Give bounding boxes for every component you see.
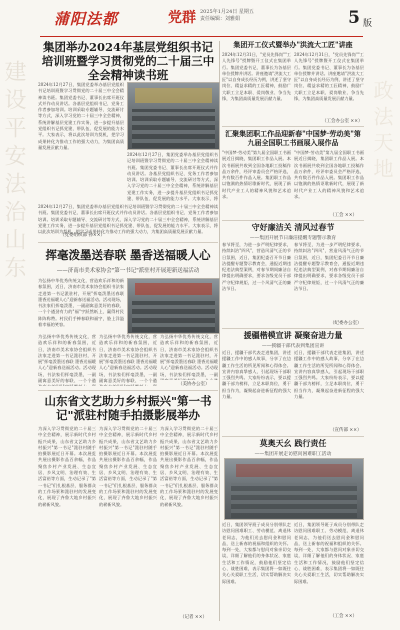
page-suffix: 版 — [362, 19, 372, 29]
article-body-couplets-cont: 为弘扬中华优秀传统文化，营造欢乐祥和的新春氛围，近日，济南市美术家协会组织书法家走进第一书记派驻村，开展"挥毫泼墨送春联 墨香送福暖人心"迎新春送福活动。活动现场，书法家们挥毫泼墨，一副副寓意美好的春联、一个个遒 — [38, 334, 96, 384]
page-number: 5 — [348, 8, 360, 28]
header-rule — [40, 36, 363, 37]
divider — [38, 390, 218, 391]
divider — [222, 436, 364, 437]
article-photo-training — [127, 82, 220, 150]
article-photo-condolence — [224, 458, 364, 520]
article-body-integrity-cont: 春节将至，为进一步严明纪律要求，持续纠治"四风"，营造风清气正的节日氛围，近日，集团纪委召开节日廉洁提醒专题警示教育会，通报近期违纪违法典型案例，对春节期间廉洁自律提出明确要求，要求各级党员干部严守纪律规矩，过一个风清气正的廉洁节日。 — [294, 242, 364, 292]
article-title-calligraphy: 汇聚集团职工作品迎新春"中国梦·劳动美"第九届全国职工书画展入展作品 — [225, 129, 361, 147]
divider — [222, 220, 364, 221]
section-title: 党群 — [168, 10, 196, 26]
article-body-photo-exhibition: 为深入学习贯彻党的二十届三中全会精神，展示新时代乡村振兴成果，山东省文艺助力乡村振兴"第一书记"派驻村随手拍摄影展近日开幕。本次展览共展出摄影作品百余幅，作品聚焦乡村产业发展、生态宜居、乡风文明、治理有效、生活富裕等方面，生动记录了"第一书记"们扎根基层、服务群众的工作场景和派驻村的发展变化，展现了齐鲁大地乡村振兴的崭新风貌。 — [38, 426, 96, 507]
byline-condolence: （工会 ××） — [330, 614, 357, 619]
article-body-integrity: 春节将至，为进一步严明纪律要求，持续纠治"四风"，营造风清气正的节日氛围，近日，集团纪委召开节日廉洁提醒专题警示教育会，通报近期违纪违法典型案例，对春节期间廉洁自律提出明确要求，要求各级党员干部严守纪律规矩，过一个风清气正的廉洁节日。 — [222, 242, 291, 292]
article-subtitle-condolence: ——集团开展走访慰问困难职工活动 — [254, 452, 332, 457]
article-title-couplets: 挥毫泼墨送春联 墨香送福暖人心 — [45, 248, 211, 262]
editor-credit: 责任编辑：刘雅娟 — [200, 16, 241, 22]
byline-xinjiang: （宣传部 ××） — [330, 428, 362, 433]
article-body-calligraphy-cont: "中国梦·劳动美"第九届全国职工书画展近日揭晓，集团职工作品入展。本次书画展共收到全国各地职工投稿作品万余件，经评审委员会严格评选，共有数百件作品入展。集团职工作品以饱满的热情讴歌新时代，展现了新时代产业工人的精神风貌和艺术追求。 — [294, 150, 364, 200]
article-subtitle-xinjiang: ——援疆干部代表到集团宣讲 — [261, 344, 325, 349]
article-body-training-cont: 2024年12月27日，集团党委举办基层党组织书记培训班暨学习贯彻党的二十届三中全会精神读书班。集团党委书记、董事长出席开班仪式并作动员讲话。各基层党组织书记、党务工作者参加培训。培训采取专题辅导、交流研讨等方式，深入学习党的二十届三中全会精神，系统讲解基层党建工作实务，进一步提升基层党组织书记抓党建、带队伍、促发展的能力水平。大家表示，将 — [127, 152, 218, 202]
header-info — [200, 9, 280, 23]
article-body-photo-exhibition-cont2: 为深入学习贯彻党的二十届三中全会精神，展示新时代乡村振兴成果，山东省文艺助力乡村振兴"第一书记"派驻村随手拍摄影展近日开幕。本次展览共展出摄影作品百余幅，作品聚焦乡村产业发展、生态宜居、乡风文明、治理有效、生活富裕等方面，生动记录了"第一书记"们扎根基层、服务群众的工作场景和派驻村的发展变化，展现了齐鲁大地乡村振兴的崭新风貌。 — [160, 426, 218, 507]
article-subtitle-couplets: ——济南市美术家协会"第一书记"派驻村开展迎新送福活动 — [56, 268, 200, 274]
article-body-xinjiang: 近日，援疆干部代表走进集团，讲述援疆工作中的感人故事，分享了在边疆工作生活的所见所闻和心得体会。宣讲内容真挚感人，引起现场干部职工强烈共鸣。大家纷纷表示，要以援疆干部为榜样，立足本职岗位，勇于担当作为，凝聚起奋进新征程的强大力量。 — [222, 350, 291, 400]
article-body-craftsman-cont: 2024年12月31日，"党员先锋岗""工人先锋号"授牌暨开工仪式在集团举行。集团党委书记、董事长为各基层单位授牌并讲话。讲座邀请"洪流大工匠"以自身成长经历为例，讲述了坚守岗位、精益求精的工匠精神，鼓励广大职工立足本职、爱岗敬业、争当先锋，为集团高质量发展贡献力量。 — [294, 52, 364, 102]
byline-couplets: （美协办公室） — [178, 382, 210, 387]
article-body-condolence: 近日，集团领导班子成员分别带队走访慰问困难职工、劳动模范、离退休老同志，为他们送去慰问金和慰问品，送上新春的祝福和组织的关怀。每到一处，大家都与慰问对象亲切交谈，详细了解他们的身体状况、家庭生活和工作情况，鼓励他们坚定信心、战胜困难，表示集团将一如既往关心关爱职工生活，切实帮助解决实际困难。 — [222, 522, 291, 584]
article-body-xinjiang-cont: 近日，援疆干部代表走进集团，讲述援疆工作中的感人故事，分享了在边疆工作生活的所见所闻和心得体会。宣讲内容真挚感人，引起现场干部职工强烈共鸣。大家纷纷表示，要以援疆干部为榜样，立足本职岗位，勇于担当作为，凝聚起奋进新征程的强大力量。 — [294, 350, 364, 400]
byline-training: （党委组织部 孙××） — [60, 233, 105, 238]
byline-calligraphy: （工会 ××） — [330, 213, 357, 218]
article-title-integrity: 守好廉洁关 清风过春节 — [251, 222, 335, 232]
article-title-training: 集团举办2024年基层党组织书记培训班暨学习贯彻党的二十届三中全会精神读书班 — [41, 40, 215, 82]
byline-photo-exhibition: （记者 ××） — [180, 615, 207, 620]
article-title-craftsman: 集团开工仪式暨举办"洪流大工匠"讲座 — [233, 40, 353, 49]
divider — [222, 126, 364, 127]
article-body-calligraphy: "中国梦·劳动美"第九届全国职工书画展近日揭晓，集团职工作品入展。本次书画展共收到全国各地职工投稿作品万余件，经评审委员会严格评选，共有数百件作品入展。集团职工作品以饱满的热情讴歌新时代，展现了新时代产业工人的精神风貌和艺术追求。 — [222, 150, 291, 200]
article-body-couplets-cont2: 为弘扬中华优秀传统文化，营造欢乐祥和的新春氛围，近日，济南市美术家协会组织书法家走进第一书记派驻村，开展"挥毫泼墨送春联 墨香送福暖人心"迎新春送福活动。活动现场，书法家们挥毫泼墨，一副副寓意美好的春联、一个个遒 — [99, 334, 157, 384]
background-watermark-text-left: 建设平安法治山东 — [1, 60, 26, 284]
article-body-couplets: 为弘扬中华优秀传统文化，营造欢乐祥和的新春氛围，近日，济南市美术家协会组织书法家走进第一书记派驻村，开展"挥毫泼墨送春联 墨香送福暖人心"迎新春送福活动。活动现场，书法家们挥毫泼墨，一副副寓意美好的春联、一个个遒劲有力的"福"字跃然纸上，赢得村民阵阵称赞。村民们手捧春联和福字，脸上洋溢着幸福的笑容。 — [38, 278, 124, 328]
byline-craftsman: （工会办公室 ××） — [322, 119, 363, 124]
byline-integrity: （纪委办公室） — [330, 321, 362, 326]
article-body-couplets-cont3: 为弘扬中华优秀传统文化，营造欢乐祥和的新春氛围，近日，济南市美术家协会组织书法家走进第一书记派驻村，开展"挥毫泼墨送春联 墨香送福暖人心"迎新春送福活动。活动现场，书法家们挥毫泼墨，一副 — [160, 334, 218, 377]
article-title-photo-exhibition: 山东省文艺助力乡村振兴"第一书记"派驻村随手拍摄影展举办 — [44, 394, 212, 422]
divider — [38, 242, 218, 243]
background-watermark-text-right: 政法天地 — [370, 80, 394, 184]
issue-date: 2025年1月24日 星期五 — [200, 9, 254, 15]
divider — [222, 328, 364, 329]
article-subtitle-integrity: ——集团开展节日廉洁提醒专题警示教育 — [249, 236, 337, 241]
article-body-condolence-cont: 近日，集团领导班子成员分别带队走访慰问困难职工、劳动模范、离退休老同志，为他们送去慰问金和慰问品，送上新春的祝福和组织的关怀。每到一处，大家都与慰问对象亲切交谈，详细了解他们的身体状况、家庭生活和工作情况，鼓励他们坚定信心、战胜困难，表示集团将一如既往关心关爱职工生活，切实帮助解决实际困难。 — [294, 522, 364, 584]
article-title-condolence: 莫奥天幺 践行责任 — [259, 438, 327, 448]
masthead-brand: 蒲阳法都 — [54, 10, 119, 28]
article-body-photo-exhibition-cont: 为深入学习贯彻党的二十届三中全会精神，展示新时代乡村振兴成果，山东省文艺助力乡村振兴"第一书记"派驻村随手拍摄影展近日开幕。本次展览共展出摄影作品百余幅，作品聚焦乡村产业发展、生态宜居、乡风文明、治理有效、生活富裕等方面，生动记录了"第一书记"们扎根基层、服务群众的工作场景和派驻村的发展变化，展现了齐鲁大地乡村振兴的崭新风貌。 — [99, 426, 157, 507]
article-body-craftsman: 2024年12月31日，"党员先锋岗""工人先锋号"授牌暨开工仪式在集团举行。集团党委书记、董事长为各基层单位授牌并讲话。讲座邀请"洪流大工匠"以自身成长经历为例，讲述了坚守岗位、精益求精的工匠精神，鼓励广大职工立足本职、爱岗敬业、争当先锋，为集团高质量发展贡献力量。 — [222, 52, 291, 102]
page-header — [0, 0, 400, 38]
article-title-xinjiang: 援疆楷模宣讲 凝聚奋进力量 — [243, 330, 343, 340]
article-photo-couplets — [127, 278, 220, 334]
article-body-training: 2024年12月27日，集团党委举办基层党组织书记培训班暨学习贯彻党的二十届三中全会精神读书班。集团党委书记、董事长出席开班仪式并作动员讲话。各基层党组织书记、党务工作者参加培训。培训采取专题辅导、交流研讨等方式，深入学习党的二十届三中全会精神，系统讲解基层党建工作实务，进一步提升基层党组织书记抓党建、带队伍、促发展的能力水平。大家表示，将以此次培训为契机，把学习成果转化为推动工作的强大动力，为集团高质量发展贡献力量。 — [38, 82, 124, 150]
article-body-training-cont2: 2024年12月27日，集团党委举办基层党组织书记培训班暨学习贯彻党的二十届三中全会精神读书班。集团党委书记、董事长出席开班仪式并作动员讲话。各基层党组织书记、党务工作者参加培训。培训采取专题辅导、交流研讨等方式，深入学习党的二十届三中全会精神，系统讲解基层党建工作实务，进一步提升基层党组织书记抓党建、带队伍、促发展的能力水平。大家表示，将以此次培训为契机，把学习成果转化为推动工作的强大动力，为集团高质量发展贡献力量。 — [38, 204, 218, 235]
